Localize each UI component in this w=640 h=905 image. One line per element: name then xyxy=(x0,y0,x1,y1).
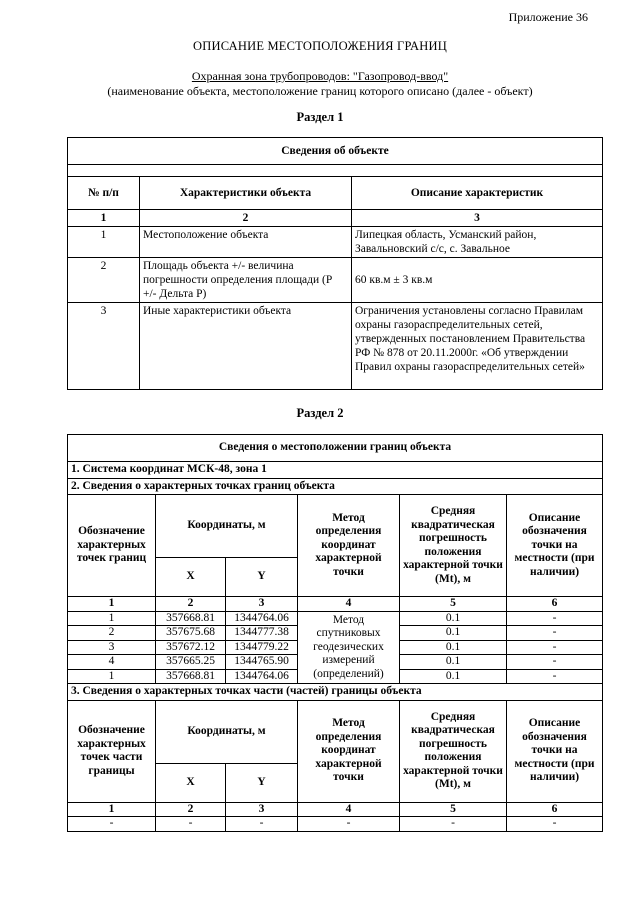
header-coords: Координаты, м xyxy=(156,700,298,763)
header-characteristics: Характеристики объекта xyxy=(140,177,352,210)
row-description: 60 кв.м ± 3 кв.м xyxy=(352,258,603,303)
col-number: 1 xyxy=(68,597,156,612)
object-info-table xyxy=(67,137,603,390)
col-number: 2 xyxy=(156,802,226,817)
header-error: Средняя квадратическая погрешность положения характерной точки (Mt), м xyxy=(400,700,507,802)
col-number: 3 xyxy=(226,802,298,817)
point-x: 357668.81 xyxy=(156,669,226,684)
col-number: 4 xyxy=(298,802,400,817)
point-x: 357672.12 xyxy=(156,640,226,655)
col-number: 3 xyxy=(352,210,603,227)
subsection-points: 2. Сведения о характерных точках границ объекта xyxy=(68,478,603,495)
part-cell: - xyxy=(298,817,400,832)
point-error: 0.1 xyxy=(400,655,507,670)
header-row xyxy=(68,495,603,558)
part-cell: - xyxy=(68,817,156,832)
point-id: 4 xyxy=(68,655,156,670)
col-number: 4 xyxy=(298,597,400,612)
part-cell: - xyxy=(507,817,603,832)
part-cell: - xyxy=(156,817,226,832)
col-number: 2 xyxy=(140,210,352,227)
col-number: 6 xyxy=(507,597,603,612)
point-y: 1344764.06 xyxy=(226,669,298,684)
point-id: 3 xyxy=(68,640,156,655)
point-description: - xyxy=(507,611,603,626)
col-number: 1 xyxy=(68,802,156,817)
point-id: 1 xyxy=(68,611,156,626)
point-description: - xyxy=(507,655,603,670)
row-characteristic: Иные характеристики объекта xyxy=(140,303,352,390)
header-points-part: Обозначение характерных точек части границы xyxy=(68,700,156,802)
point-x: 357665.25 xyxy=(156,655,226,670)
point-x: 357675.68 xyxy=(156,626,226,641)
row-number: 2 xyxy=(68,258,140,303)
header-x: X xyxy=(156,558,226,597)
point-y: 1344764.06 xyxy=(226,611,298,626)
col-number: 1 xyxy=(68,210,140,227)
object-name: Охранная зона трубопроводов: "Газопровод-ввод" xyxy=(191,69,449,83)
appendix-label: Приложение 36 xyxy=(508,10,588,24)
table-title-row xyxy=(68,138,603,165)
point-error: 0.1 xyxy=(400,640,507,655)
document-title: ОПИСАНИЕ МЕСТОПОЛОЖЕНИЯ ГРАНИЦ xyxy=(193,39,447,53)
header-points: Обозначение характерных точек границ xyxy=(68,495,156,597)
point-error: 0.1 xyxy=(400,611,507,626)
header-point-description: Описание обозначения точки на местности (при наличии) xyxy=(507,495,603,597)
col-number: 5 xyxy=(400,597,507,612)
part-cell: - xyxy=(226,817,298,832)
point-x: 357668.81 xyxy=(156,611,226,626)
row-number: 1 xyxy=(68,227,140,258)
header-method: Метод определения координат характерной точки xyxy=(298,700,400,802)
col-number: 3 xyxy=(226,597,298,612)
part-cell: - xyxy=(400,817,507,832)
header-y: Y xyxy=(226,558,298,597)
point-y: 1344765.90 xyxy=(226,655,298,670)
table-row xyxy=(68,258,603,303)
table-row xyxy=(68,303,603,390)
header-error: Средняя квадратическая погрешность положения характерной точки (Mt), м xyxy=(400,495,507,597)
point-description: - xyxy=(507,669,603,684)
point-id: 1 xyxy=(68,669,156,684)
header-x: X xyxy=(156,763,226,802)
spacer-row xyxy=(68,165,603,177)
header-y: Y xyxy=(226,763,298,802)
point-y: 1344777.38 xyxy=(226,626,298,641)
point-description: - xyxy=(507,626,603,641)
header-row xyxy=(68,177,603,210)
col-number: 2 xyxy=(156,597,226,612)
section2-label: Раздел 2 xyxy=(296,406,344,420)
table-row xyxy=(68,227,603,258)
table-row xyxy=(68,611,603,626)
row-description: Липецкая область, Усманский район, Завальновский с/с, с. Завальное xyxy=(352,227,603,258)
column-number-row xyxy=(68,802,603,817)
row-number: 3 xyxy=(68,303,140,390)
point-y: 1344779.22 xyxy=(226,640,298,655)
col-number: 6 xyxy=(507,802,603,817)
header-coords: Координаты, м xyxy=(156,495,298,558)
header-number: № п/п xyxy=(68,177,140,210)
table-title: Сведения о местоположении границ объекта xyxy=(68,435,603,462)
header-point-description: Описание обозначения точки на местности (при наличии) xyxy=(507,700,603,802)
point-error: 0.1 xyxy=(400,626,507,641)
object-caption: (наименование объекта, местоположение границ которого описано (далее - объект) xyxy=(107,84,533,98)
subsection-part-points: 3. Сведения о характерных точках части (частей) границы объекта xyxy=(68,684,603,701)
header-description: Описание характеристик xyxy=(352,177,603,210)
point-id: 2 xyxy=(68,626,156,641)
col-number: 5 xyxy=(400,802,507,817)
point-error: 0.1 xyxy=(400,669,507,684)
table-row xyxy=(68,817,603,832)
point-description: - xyxy=(507,640,603,655)
header-method: Метод определения координат характерной точки xyxy=(298,495,400,597)
row-description: Ограничения установлены согласно Правилам охраны газораспределительных сетей, утвержденных постановлением Правительства РФ № 878 от 20.11.2000г. «Об утверждении Правил охраны газораспределительных сетей» xyxy=(352,303,603,390)
coord-system: 1. Система координат МСК-48, зона 1 xyxy=(68,462,603,479)
row-characteristic: Местоположение объекта xyxy=(140,227,352,258)
section1-label: Раздел 1 xyxy=(296,110,344,124)
column-number-row xyxy=(68,210,603,227)
boundary-table xyxy=(67,434,603,832)
header-row xyxy=(68,700,603,763)
point-method: Метод спутниковых геодезических измерений (определений) xyxy=(298,611,400,684)
column-number-row xyxy=(68,597,603,612)
table-title: Сведения об объекте xyxy=(68,138,603,165)
row-characteristic: Площадь объекта +/- величина погрешности определения площади (Р +/- Дельта Р) xyxy=(140,258,352,303)
